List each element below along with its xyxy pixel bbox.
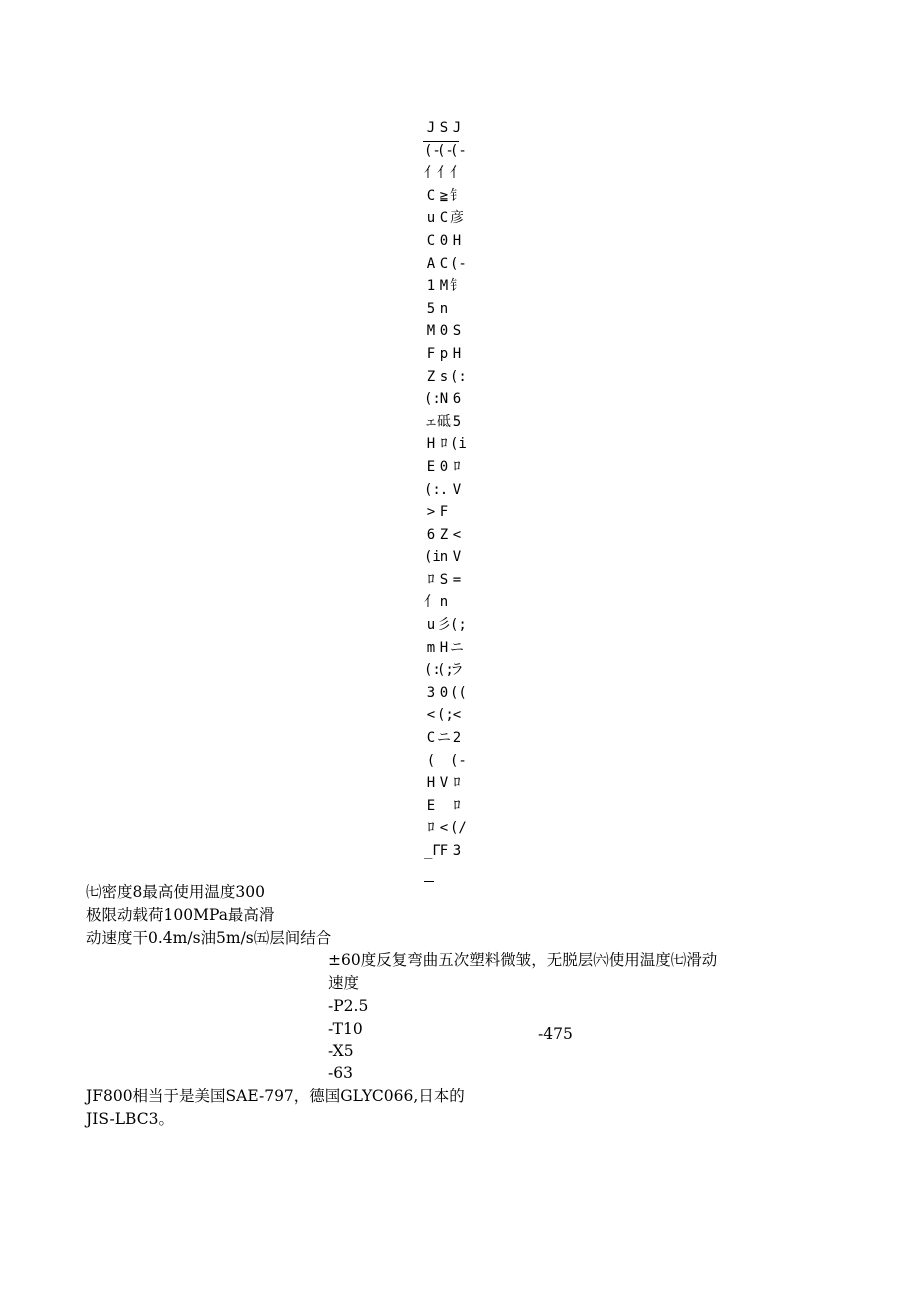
text-line-load: 极限动载荷100MPa最高滑 bbox=[86, 906, 275, 924]
vertical-glyph: (( bbox=[450, 684, 467, 701]
vertical-glyph: ニ bbox=[450, 639, 464, 656]
vertical-glyph: (- bbox=[437, 142, 454, 159]
vertical-glyph bbox=[437, 795, 451, 818]
vertical-glyph: 砥 bbox=[437, 413, 451, 430]
vertical-glyph: ≧ bbox=[439, 187, 449, 204]
vertical-glyph: H bbox=[426, 436, 436, 453]
vertical-glyph: ﾛ bbox=[427, 571, 435, 588]
vertical-glyph: 彦 bbox=[450, 210, 464, 227]
vertical-glyph: < bbox=[439, 820, 449, 837]
vertical-glyph: 1 bbox=[426, 278, 436, 295]
vertical-glyph: E bbox=[426, 797, 436, 814]
vertical-glyph: E bbox=[426, 458, 436, 475]
text-line-t: -T10 bbox=[328, 1020, 363, 1038]
vertical-glyph: (; bbox=[437, 662, 454, 679]
vertical-glyph: 亻 bbox=[424, 594, 438, 611]
column-bottom-mark bbox=[424, 881, 434, 882]
vertical-glyph: (i bbox=[450, 436, 467, 453]
vertical-glyph: H bbox=[452, 232, 462, 249]
vertical-glyph: 0 bbox=[439, 458, 449, 475]
vertical-glyph: F bbox=[439, 843, 449, 859]
vertical-glyph: (: bbox=[424, 481, 441, 498]
vertical-glyph: . bbox=[439, 481, 449, 498]
text-line-x: -X5 bbox=[328, 1042, 354, 1060]
vertical-glyph: < bbox=[426, 707, 436, 724]
text-line-value-475: -475 bbox=[538, 1025, 573, 1043]
vertical-glyph: < bbox=[452, 707, 462, 724]
vertical-glyph: 3 bbox=[452, 843, 462, 859]
vertical-glyph: ﾛ bbox=[453, 797, 461, 814]
vertical-glyph: 6 bbox=[426, 526, 436, 543]
vertical-glyph: ﾛ bbox=[440, 436, 448, 453]
vertical-glyph: H bbox=[452, 345, 462, 362]
column-header-underline bbox=[423, 141, 459, 142]
vertical-glyph: (: bbox=[424, 391, 441, 408]
vertical-glyph bbox=[437, 750, 451, 773]
vertical-glyph: N bbox=[439, 391, 449, 408]
vertical-glyph: ( bbox=[426, 752, 436, 769]
vertical-glyph: 3 bbox=[426, 684, 436, 701]
vertical-glyph: 6 bbox=[452, 391, 462, 408]
vertical-glyph: H bbox=[439, 639, 449, 656]
text-line-speed: 动速度干0.4m/s油5m/s㈤层间结合 bbox=[86, 929, 332, 947]
vertical-glyph: S bbox=[439, 571, 449, 588]
vertical-glyph: ラ bbox=[450, 662, 464, 679]
vertical-glyph: 0 bbox=[439, 323, 449, 340]
vertical-glyph: (/ bbox=[450, 820, 467, 837]
text-line-jis: JIS-LBC3。 bbox=[86, 1110, 174, 1128]
vertical-glyph: n bbox=[439, 594, 449, 611]
vertical-glyph bbox=[450, 501, 464, 524]
vertical-glyph: V bbox=[452, 481, 462, 498]
vertical-glyph: 彡 bbox=[437, 617, 451, 634]
text-line-density: ㈦密度8最高使用温度300 bbox=[86, 883, 265, 901]
vertical-glyph: A bbox=[426, 255, 436, 272]
vertical-glyph: < bbox=[452, 526, 462, 543]
text-line-speed-label: 速度 bbox=[328, 974, 360, 992]
vertical-glyph: 亻 bbox=[437, 165, 451, 182]
vertical-glyph: S bbox=[452, 323, 462, 340]
vertical-glyph: Z bbox=[439, 526, 449, 543]
vertical-glyph: V bbox=[439, 775, 449, 792]
vertical-glyph: 钅 bbox=[450, 278, 464, 295]
vertical-glyph bbox=[450, 591, 464, 614]
text-line-63: -63 bbox=[328, 1064, 353, 1082]
vertical-glyph: C bbox=[439, 255, 449, 272]
vertical-glyph: 2 bbox=[452, 730, 462, 747]
vertical-glyph: C bbox=[426, 232, 436, 249]
vertical-glyph: (- bbox=[450, 752, 467, 769]
vertical-glyph: 0 bbox=[439, 232, 449, 249]
vertical-glyph: 5 bbox=[452, 413, 462, 430]
vertical-column-3 bbox=[450, 117, 467, 863]
vertical-glyph: n bbox=[439, 549, 449, 566]
vertical-glyph: (- bbox=[450, 255, 467, 272]
vertical-glyph: ﾛ bbox=[453, 458, 461, 475]
vertical-glyph: C bbox=[439, 210, 449, 227]
vertical-glyph: M bbox=[426, 323, 436, 340]
vertical-glyph: C bbox=[426, 730, 436, 747]
vertical-glyph: C bbox=[426, 187, 436, 204]
vertical-glyph: ﾛ bbox=[453, 775, 461, 792]
vertical-glyph: 亻 bbox=[450, 165, 464, 182]
vertical-glyph: (- bbox=[450, 142, 467, 159]
vertical-glyph: _Γ bbox=[424, 843, 441, 859]
text-line-p: -P2.5 bbox=[328, 997, 369, 1015]
vertical-glyph: p bbox=[439, 345, 449, 362]
vertical-glyph: H bbox=[426, 775, 436, 792]
vertical-glyph: F bbox=[439, 504, 449, 521]
vertical-glyph: V bbox=[452, 549, 462, 566]
vertical-glyph: s bbox=[439, 368, 449, 385]
vertical-glyph: (; bbox=[437, 707, 454, 724]
vertical-glyph bbox=[437, 863, 451, 886]
vertical-glyph: (i bbox=[424, 549, 441, 566]
vertical-column-2 bbox=[437, 117, 454, 885]
vertical-glyph: u bbox=[426, 210, 436, 227]
vertical-glyph: > bbox=[426, 504, 436, 521]
vertical-glyph: J bbox=[426, 120, 436, 136]
vertical-glyph: Z bbox=[426, 368, 436, 385]
text-line-bending: ±60度反复弯曲五次塑料微皱，无脱层㈥使用温度㈦滑动 bbox=[328, 951, 718, 969]
vertical-glyph: 0 bbox=[439, 684, 449, 701]
vertical-glyph: (: bbox=[450, 368, 467, 385]
vertical-glyph: n bbox=[439, 300, 449, 317]
vertical-glyph: J bbox=[452, 120, 462, 136]
vertical-column-1 bbox=[424, 117, 441, 863]
vertical-glyph: 亻 bbox=[424, 165, 438, 182]
vertical-glyph: ェ bbox=[424, 413, 438, 430]
vertical-glyph: = bbox=[452, 571, 462, 588]
text-line-equivalent: JF800相当于是美国SAE-797，德国GLYC066,日本的 bbox=[86, 1087, 465, 1105]
vertical-glyph: (: bbox=[424, 662, 441, 679]
vertical-glyph: u bbox=[426, 617, 436, 634]
vertical-glyph: F bbox=[426, 345, 436, 362]
vertical-glyph: 钅 bbox=[450, 187, 464, 204]
vertical-glyph: (- bbox=[424, 142, 441, 159]
vertical-glyph: ニ bbox=[437, 730, 451, 747]
vertical-glyph bbox=[450, 298, 464, 321]
vertical-glyph: 5 bbox=[426, 300, 436, 317]
vertical-glyph: M bbox=[439, 278, 449, 295]
vertical-glyph: ﾛ bbox=[427, 820, 435, 837]
vertical-glyph: m bbox=[426, 639, 436, 656]
vertical-glyph: (; bbox=[450, 617, 467, 634]
vertical-glyph: S bbox=[439, 120, 449, 136]
